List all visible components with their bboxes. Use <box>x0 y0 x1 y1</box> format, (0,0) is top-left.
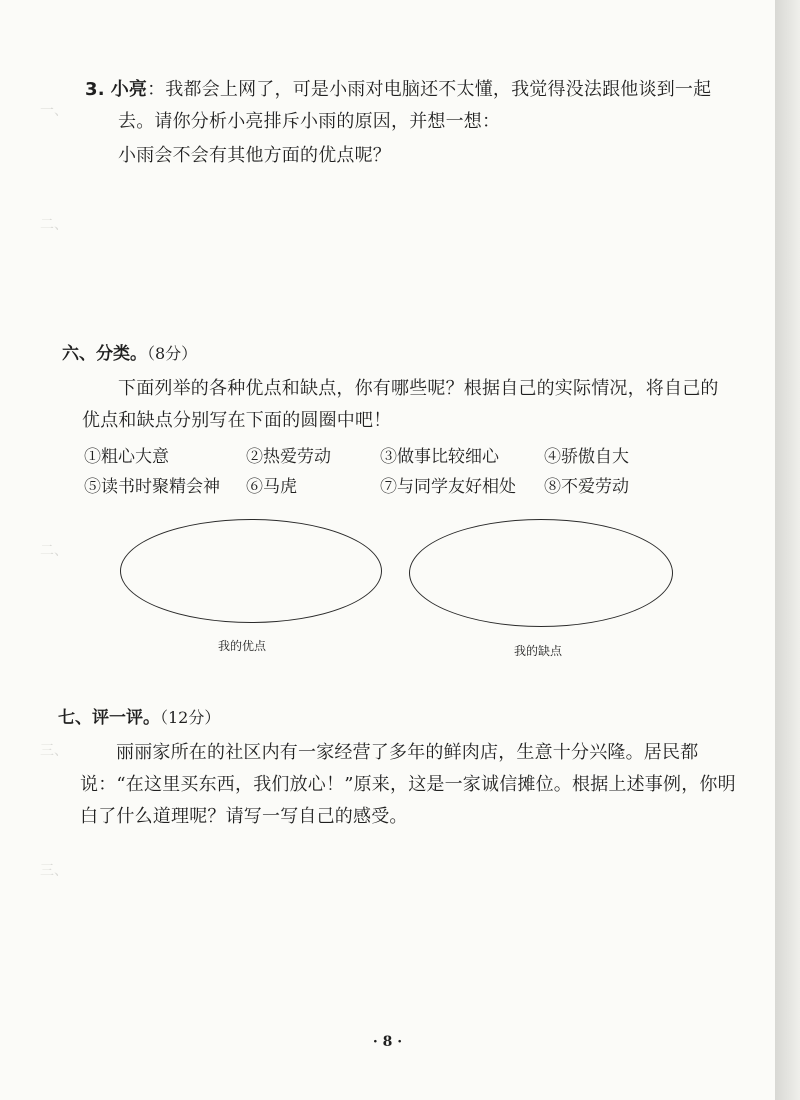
question-3-line-3: 小雨会不会有其他方面的优点呢？ <box>118 145 391 166</box>
option-item: ②热爱劳动 <box>246 447 331 467</box>
section-7-title <box>58 703 220 728</box>
weaknesses-label: 我的缺点 <box>514 644 563 658</box>
section-6-title <box>62 339 197 364</box>
section-7-line-3: 白了什么道理呢？请写一写自己的感受。 <box>80 806 408 827</box>
strengths-label: 我的优点 <box>218 639 267 653</box>
option-item: ④骄傲自大 <box>544 447 629 467</box>
section-title-text: 六、分类。 <box>62 344 147 364</box>
option-item: ⑧不爱劳动 <box>544 477 629 497</box>
question-3-line-2: 去。请你分析小亮排斥小雨的原因，并想一想： <box>118 111 501 132</box>
option-item: ③做事比较细心 <box>380 447 499 467</box>
page-number: · 8 · <box>372 1034 403 1050</box>
option-item: ①粗心大意 <box>84 447 169 467</box>
option-item: ⑥马虎 <box>246 477 297 497</box>
strengths-ellipse[interactable] <box>120 519 382 623</box>
question-text: ：我都会上网了，可是小雨对电脑还不太懂，我觉得没法跟他谈到一起 <box>147 79 712 100</box>
section-score: （8分） <box>147 344 198 363</box>
section-score: （12分） <box>160 708 221 727</box>
speaker-name: 小亮 <box>110 79 148 100</box>
bleed-through-mark: 三、 <box>40 743 68 759</box>
section-6-instruction-line-1: 下面列举的各种优点和缺点，你有哪些呢？根据自己的实际情况，将自己的 <box>118 378 719 399</box>
weaknesses-ellipse[interactable] <box>409 519 673 627</box>
option-item: ⑦与同学友好相处 <box>380 477 516 497</box>
option-item: ⑤读书时聚精会神 <box>84 477 220 497</box>
bleed-through-mark: 二、 <box>40 543 68 559</box>
question-number: 3. <box>85 79 105 100</box>
binding-strip <box>775 0 800 1100</box>
question-3-line-1 <box>85 76 711 104</box>
section-7-line-2: 说：“在这里买东西，我们放心！”原来，这是一家诚信摊位。根据上述事例，你明 <box>80 774 736 795</box>
section-7-line-1: 丽丽家所在的社区内有一家经营了多年的鲜肉店，生意十分兴隆。居民都 <box>116 742 699 763</box>
bleed-through-mark: 二、 <box>40 217 68 233</box>
bleed-through-mark: 一、 <box>40 103 68 119</box>
bleed-through-mark: 三、 <box>40 863 68 879</box>
section-title-text: 七、评一评。 <box>58 708 160 728</box>
section-6-instruction-line-2: 优点和缺点分别写在下面的圆圈中吧！ <box>82 410 392 431</box>
